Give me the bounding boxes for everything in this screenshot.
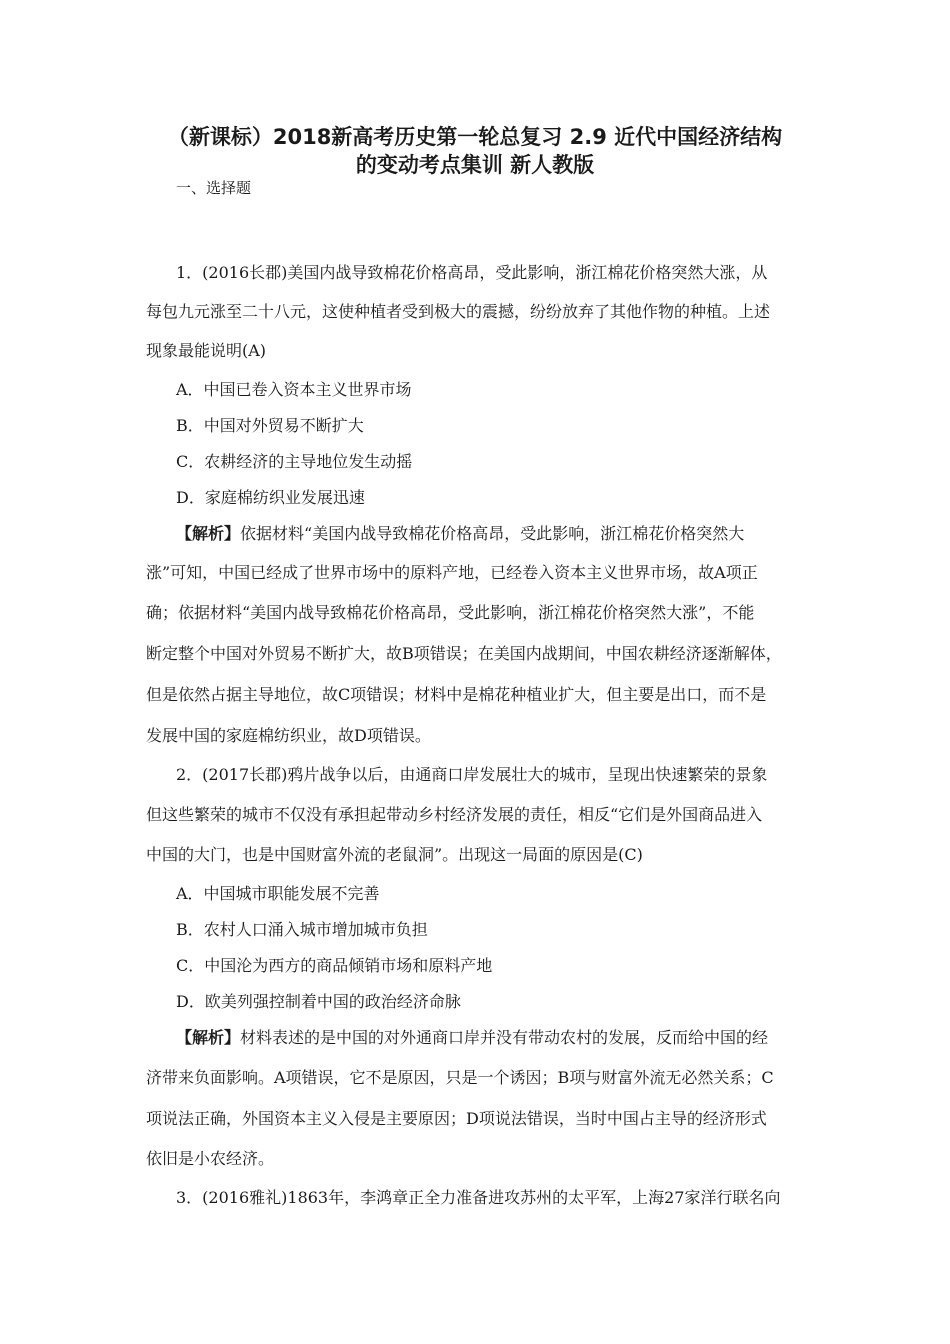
q1-option-a: A．中国已卷入资本主义世界市场 <box>176 380 412 399</box>
q1-option-d: D．家庭棉纺织业发展迅速 <box>176 488 365 507</box>
q3-stem-line-1: 3．(2016雅礼)1863年，李鸿章正全力准备进攻苏州的太平军，上海27家洋行联名向 <box>176 1188 781 1207</box>
q2-stem-line-3: 中国的大门，也是中国财富外流的老鼠洞”。出现这一局面的原因是(C) <box>146 845 643 864</box>
q2-stem-line-2: 但这些繁荣的城市不仅没有承担起带动乡村经济发展的责任，相反“它们是外国商品进入 <box>146 805 763 824</box>
q2-analysis-tag: 【解析】 <box>176 1028 241 1047</box>
q2-option-c: C．中国沦为西方的商品倾销市场和原料产地 <box>176 956 493 975</box>
section-heading: 一、选择题 <box>176 179 252 197</box>
q1-analysis-line-3: 确；依据材料“美国内战导致棉花价格高昂，受此影响，浙江棉花价格突然大涨”，不能 <box>146 603 755 622</box>
q2-analysis-line-3: 项说法正确，外国资本主义入侵是主要原因；D项说法错误，当时中国占主导的经济形式 <box>146 1109 767 1128</box>
q2-option-a: A．中国城市职能发展不完善 <box>176 884 380 903</box>
q1-analysis-line-2: 涨”可知，中国已经成了世界市场中的原料产地，已经卷入资本主义世界市场，故A项正 <box>146 563 758 582</box>
q1-analysis-text: 依据材料“美国内战导致棉花价格高昂，受此影响，浙江棉花价格突然大 <box>240 524 745 543</box>
document-title-line-2: 的变动考点集训 新人教版 <box>355 153 595 177</box>
q1-analysis-line-6: 发展中国的家庭棉纺织业，故D项错误。 <box>146 726 431 745</box>
q1-analysis-tag: 【解析】 <box>176 524 241 543</box>
q2-option-d: D．欧美列强控制着中国的政治经济命脉 <box>176 992 461 1011</box>
q2-analysis-line-4: 依旧是小农经济。 <box>146 1149 275 1168</box>
q1-analysis-line-5: 但是依然占据主导地位，故C项错误；材料中是棉花种植业扩大，但主要是出口，而不是 <box>146 685 767 704</box>
q1-analysis-line-1 <box>176 523 744 545</box>
q1-option-c: C．农耕经济的主导地位发生动摇 <box>176 452 413 471</box>
q2-analysis-text: 材料表述的是中国的对外通商口岸并没有带动农村的发展，反而给中国的经 <box>240 1028 769 1047</box>
q2-analysis-line-1 <box>176 1027 768 1049</box>
q1-option-b: B．中国对外贸易不断扩大 <box>176 416 364 435</box>
q1-stem-line-1: 1．(2016长郡)美国内战导致棉花价格高昂，受此影响，浙江棉花价格突然大涨，从 <box>176 263 768 282</box>
q2-analysis-line-2: 济带来负面影响。A项错误，它不是原因，只是一个诱因；B项与财富外流无必然关系；C <box>146 1068 774 1087</box>
q1-analysis-line-4: 断定整个中国对外贸易不断扩大，故B项错误；在美国内战期间，中国农耕经济逐渐解体， <box>146 644 782 663</box>
q1-stem-line-3: 现象最能说明(A) <box>146 341 267 360</box>
q1-stem-line-2: 每包九元涨至二十八元，这使种植者受到极大的震撼，纷纷放弃了其他作物的种植。上述 <box>146 302 771 321</box>
q2-option-b: B．农村人口涌入城市增加城市负担 <box>176 920 428 939</box>
document-title-line-1: （新课标）2018新高考历史第一轮总复习 2.9 近代中国经济结构 <box>167 125 783 149</box>
q2-stem-line-1: 2．(2017长郡)鸦片战争以后，由通商口岸发展壮大的城市，呈现出快速繁荣的景象 <box>176 765 768 784</box>
